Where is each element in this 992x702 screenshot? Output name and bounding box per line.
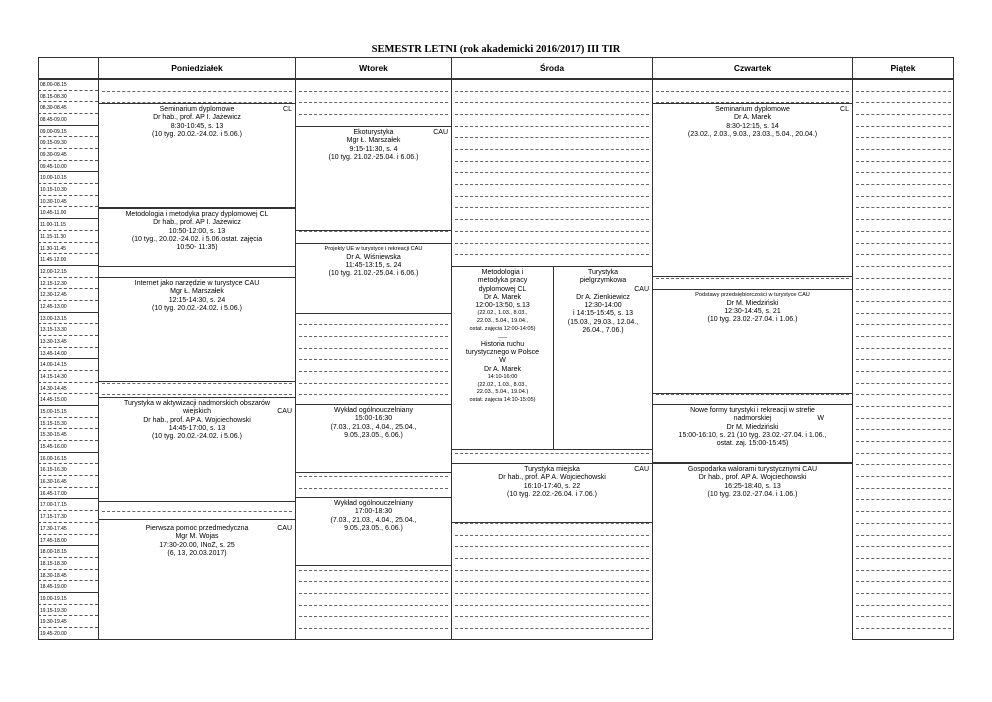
time-slot-label: 08.15-08.30 xyxy=(38,91,98,103)
class-dates: (10 tyg. 21.02.-25.04. i 6.06.) xyxy=(328,270,419,278)
class-note: ostat. zaj. 15:00-15:45) xyxy=(716,440,789,448)
slot-line xyxy=(455,137,649,138)
class-type: CAU xyxy=(277,408,292,416)
page-title: SEMESTR LETNI (rok akademicki 2016/2017) III TIR xyxy=(371,44,621,55)
class-dates-cont: 22.03., 5.04., 19.04., xyxy=(476,318,529,325)
class-teacher: Dr hab., prof. AP A. Wojciechowski xyxy=(498,474,606,482)
slot-line xyxy=(102,91,292,92)
slot-line xyxy=(455,546,649,547)
class-time: 11:45-13:15, s. 24 xyxy=(345,261,402,269)
slot-line xyxy=(455,453,649,454)
slot-line xyxy=(299,476,448,477)
slot-line xyxy=(299,605,448,606)
time-header xyxy=(38,57,98,79)
time-slot-label: 19.30-19.45 xyxy=(38,616,98,628)
time-slot-label: 09.30-09.45 xyxy=(38,149,98,161)
class-block-mon-turystyka-wiejska[interactable] xyxy=(99,397,295,502)
time-slot-label: 17.30-17.45 xyxy=(38,523,98,535)
class-dates-cont: 9.05.,23.05., 6.06.) xyxy=(344,524,403,532)
class-name: Metodologia i xyxy=(481,269,524,276)
class-teacher: Dr hab., prof. AP A. Wojciechowski xyxy=(698,474,807,482)
class-block-mon-seminarium[interactable] xyxy=(99,103,295,208)
slot-line xyxy=(856,488,951,489)
slot-line xyxy=(455,102,649,103)
slot-line xyxy=(455,91,649,92)
time-slot-label: 17.00-17.15 xyxy=(38,499,98,511)
slot-line xyxy=(299,336,448,337)
class-time: 12:30-14:45, s. 21 xyxy=(724,307,781,315)
slot-line xyxy=(299,581,448,582)
class-block-mon-pierwsza-pomoc[interactable] xyxy=(99,519,295,640)
slot-line xyxy=(455,243,649,244)
time-slot-label: 13.15-13.30 xyxy=(38,324,98,336)
class-time: 12:00-13:50, s.13 xyxy=(475,302,530,310)
slot-line xyxy=(856,394,951,395)
class-dates: (10 tyg. 22.02.-26.04. i 7.06.) xyxy=(507,490,597,498)
slot-line xyxy=(856,301,951,302)
time-slot-label: 19.45-20.00 xyxy=(38,628,98,640)
class-time: 12:15-14:30, s. 24 xyxy=(168,296,226,304)
slot-line xyxy=(856,324,951,325)
slot-line xyxy=(299,324,448,325)
timetable-grid xyxy=(38,57,954,640)
slot-line xyxy=(102,511,292,512)
class-block-thu-przedsiebiorczosc[interactable] xyxy=(653,289,852,394)
slot-line xyxy=(299,570,448,571)
slot-line xyxy=(856,348,951,349)
slot-line xyxy=(856,207,951,208)
class-type: CAU xyxy=(634,285,649,293)
slot-line xyxy=(856,243,951,244)
slot-line xyxy=(455,196,649,197)
slot-line xyxy=(856,126,951,127)
time-slot-label: 17.45-18.00 xyxy=(38,535,98,547)
class-block-wed-metodologia-historia[interactable] xyxy=(452,266,553,450)
class-time-2: 14:10-16:00 xyxy=(487,374,518,381)
class-dates: (10 tyg. 20.02.-24.02. i 5.06.) xyxy=(152,304,242,312)
time-slot-label: 10.45-11.00 xyxy=(38,207,98,219)
class-time: 16:25-18:40, s. 13 xyxy=(724,482,781,490)
class-time: 10:50-12:00, s. 13 xyxy=(168,227,226,235)
slot-line xyxy=(856,429,951,430)
class-teacher: Mgr Ł. Marszałek xyxy=(346,137,401,145)
slot-line xyxy=(856,499,951,500)
class-block-tue-wyklad-2[interactable] xyxy=(296,497,451,566)
class-dates: (10 tyg. 20.02.-24.02. i 5.06.) xyxy=(152,433,242,441)
class-block-thu-gospodarka[interactable] xyxy=(653,463,852,640)
class-time: 17:00-18:30 xyxy=(354,508,393,516)
class-block-thu-nowe-formy[interactable] xyxy=(653,404,852,463)
class-teacher: Dr A. Wiśniewska xyxy=(346,253,401,261)
class-type: CL xyxy=(283,106,292,113)
day-header-monday: Poniedziałek xyxy=(98,57,295,79)
slot-line xyxy=(856,91,951,92)
class-block-thu-seminarium[interactable] xyxy=(653,103,852,277)
class-block-wed-pielgrzymkowa[interactable] xyxy=(553,266,652,450)
slot-line xyxy=(856,114,951,115)
slot-line xyxy=(856,605,951,606)
class-block-mon-metodologia[interactable] xyxy=(99,208,295,267)
class-name: Turystyka miejska xyxy=(524,466,580,473)
time-slot-label: 12.15-12.30 xyxy=(38,278,98,290)
time-slot-label: 08.45-09.00 xyxy=(38,114,98,126)
slot-line xyxy=(455,149,649,150)
slot-line xyxy=(856,254,951,255)
slot-line xyxy=(455,593,649,594)
slot-line xyxy=(455,231,649,232)
class-note: ostat. zajęcia 12:00-14:05) xyxy=(469,325,536,332)
slot-line xyxy=(455,126,649,127)
slot-line xyxy=(455,161,649,162)
class-dates: (7.03., 21.03., 4.04., 25.04., xyxy=(330,516,417,524)
slot-line xyxy=(656,91,849,92)
slot-line xyxy=(455,172,649,173)
day-header-wednesday: Środa xyxy=(451,57,652,79)
time-slot-label: 19.15-19.30 xyxy=(38,605,98,617)
time-slot-label: 18.00-18.15 xyxy=(38,546,98,558)
class-type: CAU xyxy=(277,525,292,532)
class-teacher: Dr A. Marek xyxy=(734,114,771,122)
class-name-cont: nadmorskiej xyxy=(733,415,772,423)
time-slot-label: 18.45-19.00 xyxy=(38,581,98,593)
time-slot-label: 17.15-17.30 xyxy=(38,511,98,523)
class-block-mon-internet[interactable] xyxy=(99,277,295,382)
slot-line xyxy=(455,219,649,220)
slot-line xyxy=(455,581,649,582)
slot-line xyxy=(856,371,951,372)
class-dates-2: (22.02., 1.03., 8.03., xyxy=(477,381,528,388)
class-time-cont: i 14:15-15:45, s. 13 xyxy=(573,310,633,318)
slot-line xyxy=(299,371,448,372)
slot-line xyxy=(856,535,951,536)
class-time: 12:30-14:00 xyxy=(584,302,622,310)
slot-line xyxy=(299,628,448,629)
class-name: Ekoturystyka xyxy=(353,129,394,136)
time-slot-label: 09.15-09.30 xyxy=(38,137,98,149)
time-slot-label: 08.00-08.15 xyxy=(38,79,98,91)
time-slot-label: 14.15-14.30 xyxy=(38,371,98,383)
class-block-tue-wyklad-1[interactable] xyxy=(296,404,451,473)
class-dates: (10 tyg. 21.02.-25.04. i 6.06.) xyxy=(328,153,419,161)
class-teacher: Mgr Ł. Marszałek xyxy=(170,288,224,296)
class-block-wed-turystyka-miejska[interactable] xyxy=(452,463,652,523)
slot-line xyxy=(856,453,951,454)
class-dates: (10 tyg. 20.02.-24.02. i 5.06.) xyxy=(152,130,242,138)
class-name: Nowe formy turystyki i rekreacji w strefie xyxy=(690,407,815,414)
class-name: Metodologia i metodyka pracy dyplomowej CL xyxy=(125,211,269,218)
slot-line xyxy=(856,266,951,267)
class-dates: (7.03., 21.03., 4.04., 25.04., xyxy=(330,423,417,431)
time-slot-label: 16.45-17.00 xyxy=(38,488,98,500)
class-teacher: Dr M. Miedziński xyxy=(726,299,779,307)
slot-line xyxy=(455,535,649,536)
time-slot-label: 10.15-10.30 xyxy=(38,184,98,196)
slot-line xyxy=(856,418,951,419)
slot-line xyxy=(299,348,448,349)
class-teacher-2: Dr A. Marek xyxy=(484,365,521,373)
time-slot-label: 18.15-18.30 xyxy=(38,558,98,570)
class-teacher: Mgr M. Wojas xyxy=(175,533,219,541)
slot-line xyxy=(455,628,649,629)
time-slot-label: 09.00-09.15 xyxy=(38,126,98,138)
slot-line xyxy=(856,558,951,559)
slot-line xyxy=(856,149,951,150)
slot-line xyxy=(455,254,649,255)
slot-line xyxy=(455,570,649,571)
class-type: CL xyxy=(840,106,849,113)
class-time: 9:15-11:30, s. 4 xyxy=(349,145,398,153)
class-note-2: ostat. zajęcia 14:10-15:05) xyxy=(469,396,536,403)
class-dates: (10 tyg., 20.02.-24.02. i 5.06.ostat. zajęcia xyxy=(131,235,263,243)
class-name-2: Historia ruchu xyxy=(480,340,525,348)
slot-line xyxy=(856,523,951,524)
slot-line xyxy=(856,137,951,138)
slot-line xyxy=(856,161,951,162)
time-slot-label: 12.00-12.15 xyxy=(38,266,98,278)
time-slot-label: 12.45-13.00 xyxy=(38,301,98,313)
time-slot-label: 11.00-11.15 xyxy=(38,219,98,231)
class-type: CAU xyxy=(433,129,448,136)
time-slot-label: 15.00-15.15 xyxy=(38,406,98,418)
slot-line xyxy=(455,605,649,606)
slot-line xyxy=(856,359,951,360)
slot-line xyxy=(856,441,951,442)
class-name-cont: pielgrzymkowa xyxy=(579,277,627,285)
col-divider xyxy=(852,79,853,640)
slot-line xyxy=(856,172,951,173)
time-slot-label: 10.30-10.45 xyxy=(38,196,98,208)
class-name-2-cont: turystycznego w Polsce xyxy=(465,349,540,357)
slot-line xyxy=(455,184,649,185)
time-slot-label: 08.30-08.45 xyxy=(38,102,98,114)
time-slot-label: 15.30-15.45 xyxy=(38,429,98,441)
class-time: 16:10-17:40, s. 22 xyxy=(523,482,581,490)
slot-line xyxy=(656,394,849,395)
class-time: 8:30-12:15, s. 14 xyxy=(726,122,779,130)
time-slot-label: 12.30-12.45 xyxy=(38,289,98,301)
class-name: Internet jako narzędzie w turystyce CAU xyxy=(134,280,260,287)
slot-line xyxy=(299,616,448,617)
slot-line xyxy=(856,336,951,337)
slot-line xyxy=(856,593,951,594)
slot-line xyxy=(299,593,448,594)
time-slot-label: 14.45-15.00 xyxy=(38,394,98,406)
time-slot-label: 14.30-14.45 xyxy=(38,383,98,395)
slot-line xyxy=(455,616,649,617)
slot-line xyxy=(856,546,951,547)
time-slot-label: 19.00-19.15 xyxy=(38,593,98,605)
class-teacher: Dr A. Marek xyxy=(484,293,521,301)
slot-line xyxy=(455,114,649,115)
slot-line xyxy=(856,278,951,279)
class-time: 14:45-17:00, s. 13 xyxy=(168,424,226,432)
class-dates-cont: 26.04., 7.06.) xyxy=(582,327,624,335)
class-time: 17:30-20.00, INoZ, s. 25 xyxy=(159,541,235,549)
class-name: Wykład ogólnouczelniany xyxy=(334,407,413,414)
class-teacher: Dr hab., prof. AP A. Wojciechowski xyxy=(143,416,251,424)
class-dates-cont: 9.05.,23.05., 6.06.) xyxy=(344,431,403,439)
time-slot-label: 16.00-16.15 xyxy=(38,453,98,465)
class-name-type: dyplomowej CL xyxy=(478,285,527,293)
day-header-friday: Piątek xyxy=(852,57,954,79)
slot-line xyxy=(856,184,951,185)
slot-line xyxy=(856,570,951,571)
class-name-cont: metodyka pracy xyxy=(477,277,528,285)
slot-line xyxy=(856,581,951,582)
class-dates: (23.02., 2.03., 9.03., 23.03., 5.04., 20.04.) xyxy=(687,130,818,138)
time-slot-label: 11.45-12.00 xyxy=(38,254,98,266)
class-name: Gospodarka walorami turystycznymi CAU xyxy=(687,466,818,473)
slot-line xyxy=(299,488,448,489)
class-name: Seminarium dyplomowe xyxy=(159,106,235,113)
class-name: Podstawy przedsiębiorczości w turystyce CAU xyxy=(695,292,810,298)
day-header-thursday: Czwartek xyxy=(652,57,852,79)
time-slot-label: 11.15-11.30 xyxy=(38,231,98,243)
class-block-tue-projekty-ue[interactable] xyxy=(296,243,451,314)
time-slot-label: 13.00-13.15 xyxy=(38,313,98,325)
slot-line xyxy=(299,394,448,395)
time-slot-label: 11.30-11.45 xyxy=(38,243,98,255)
slot-line xyxy=(299,91,448,92)
time-slot-label: 15.45-16.00 xyxy=(38,441,98,453)
slot-line xyxy=(656,278,849,279)
class-time: 8:30-10:45, s. 13 xyxy=(170,122,224,130)
class-dates: (15.03., 29.03., 12.04., xyxy=(567,318,639,326)
class-type: W xyxy=(817,415,824,423)
class-teacher: Dr A. Zienkiewicz xyxy=(576,293,630,301)
slot-line xyxy=(856,231,951,232)
class-name: Wykład ogólnouczelniany xyxy=(334,500,413,507)
class-name: Projekty UE w turystyce i rekreacji CAU xyxy=(324,246,423,252)
class-type-2: W xyxy=(499,357,506,365)
slot-line xyxy=(455,558,649,559)
class-type: CAU xyxy=(634,466,649,473)
class-dates: (6, 13, 20.03.2017) xyxy=(167,549,227,557)
slot-line xyxy=(299,359,448,360)
class-teacher: Dr hab., prof. AP I. Jażewicz xyxy=(153,219,241,227)
slot-line xyxy=(102,383,292,384)
slot-line xyxy=(856,102,951,103)
class-dates: (10 tyg. 23.02.-27.04. i 1.06.) xyxy=(707,490,798,498)
class-name: Pierwsza pomoc przedmedyczna xyxy=(145,525,249,532)
time-slot-label: 15.15-15.30 xyxy=(38,418,98,430)
class-name: Turystyka w aktywizacji nadmorskich obszarów xyxy=(123,400,270,407)
class-time: 15:00-16:30 xyxy=(354,415,393,423)
class-name: Seminarium dyplomowe xyxy=(715,106,790,113)
class-dates-2-cont: 22.03., 5.04., 19.04.) xyxy=(476,389,529,396)
slot-line xyxy=(856,313,951,314)
class-time: 15:00-16:10, s. 21 (10 tyg. 23.02.-27.04. i 1.06., xyxy=(678,431,827,439)
slot-line xyxy=(856,476,951,477)
slot-line xyxy=(856,383,951,384)
class-note: 10:50- 11:35) xyxy=(176,244,218,252)
slot-line xyxy=(102,394,292,395)
class-name: Turystyka xyxy=(587,269,619,276)
slot-line xyxy=(856,406,951,407)
slot-line xyxy=(299,383,448,384)
time-slot-label: 16.30-16.45 xyxy=(38,476,98,488)
time-slot-label: 13.45-14.00 xyxy=(38,348,98,360)
slot-line xyxy=(299,114,448,115)
time-slot-label: 14.00-14.15 xyxy=(38,359,98,371)
time-slot-label: 13.30-13.45 xyxy=(38,336,98,348)
slot-line xyxy=(856,289,951,290)
class-teacher: Dr M. Miedziński xyxy=(726,423,779,431)
slot-line xyxy=(856,511,951,512)
class-block-tue-ekoturystyka[interactable] xyxy=(296,126,451,231)
class-teacher: Dr hab., prof. AP I. Jażewicz xyxy=(153,114,241,122)
slot-line xyxy=(856,219,951,220)
slot-line xyxy=(455,207,649,208)
class-dates: (10 tyg. 23.02.-27.04. i 1.06.) xyxy=(707,316,798,324)
time-slot-label: 18.30-18.45 xyxy=(38,570,98,582)
separator: ___ xyxy=(497,333,508,340)
slot-line xyxy=(299,102,448,103)
class-name-cont: wiejskich xyxy=(182,408,211,416)
time-slot-label: 16.15-16.30 xyxy=(38,464,98,476)
slot-line xyxy=(856,616,951,617)
slot-line xyxy=(856,464,951,465)
class-dates: (22.02., 1.03., 8.03., xyxy=(477,310,528,317)
time-slot-label: 09.45-10.00 xyxy=(38,161,98,173)
slot-line xyxy=(856,196,951,197)
day-header-tuesday: Wtorek xyxy=(295,57,451,79)
slot-line xyxy=(856,628,951,629)
time-slot-label: 10.00-10.15 xyxy=(38,172,98,184)
